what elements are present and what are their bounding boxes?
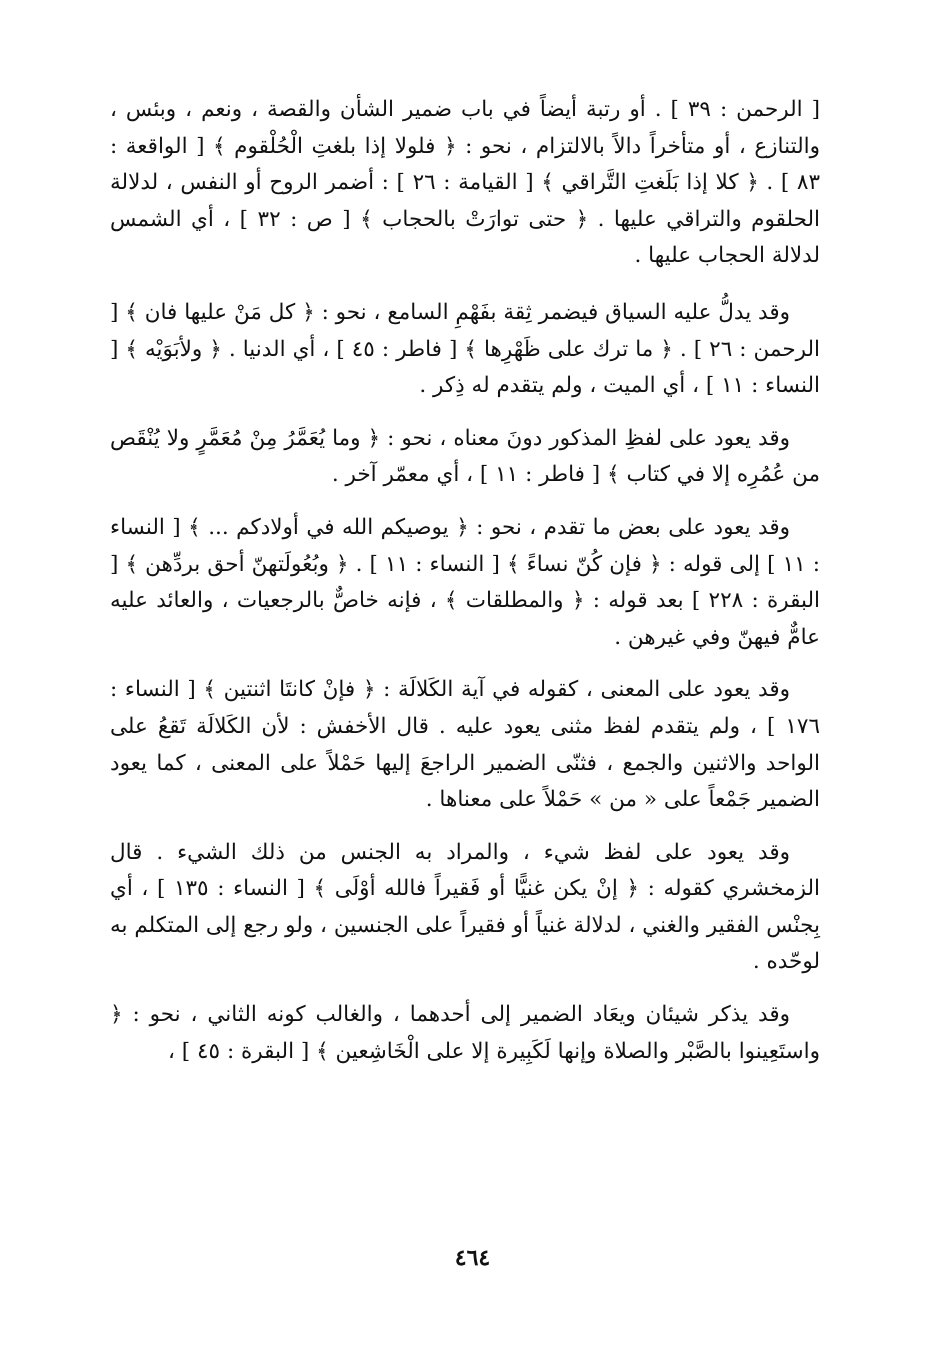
paragraph-4: وقد يعود على بعض ما تقدم ، نحو : ﴿ يوصيكم الله في أولادكم ... ﴾ [ النساء : ١١ ] إلى قوله : ﴿ فإن كُنّ نساءً ﴾ [ النساء : ١١ ] . ﴿ وبُعُولَتهنّ أحق بردِّهن ﴾ [ البقرة : ٢٢٨ ] بعد قوله : ﴿ والمطلقات ﴾ ، فإنه خاصٌّ بالرجعيات ، والعائد عليه عامٌّ فيهنّ وفي غيرهن . bbox=[110, 514, 821, 650]
page-body bbox=[110, 92, 820, 1086]
paragraph-2: وقد يدلُّ عليه السياق فيضمر ثِقة بفَهْمِ السامع ، نحو : ﴿ كل مَنْ عليها فان ﴾ [ الرحمن : ٢٦ ] . ﴿ ما ترك على ظَهْرِها ﴾ [ فاطر : ٤٥ ] ، أي الدنيا . ﴿ ولأبَوَيْه ﴾ [ النساء : ١١ ] ، أي الميت ، ولم يتقدم له ذِكر . bbox=[110, 299, 820, 399]
paragraph-1: [ الرحمن : ٣٩ ] . أو رتبة أيضاً في باب ضمير الشأن والقصة ، ونعم ، وبئس ، والتنازع ، أو متأخراً دالاً بالالتزام ، نحو : ﴿ فلولا إذا بلغتِ الْحُلْقوم ﴾ [ الواقعة : ٨٣ ] . ﴿ كلا إذا بَلَغتِ التَّراقي ﴾ [ القيامة : ٢٦ ] : أضمر الروح أو النفس ، لدلالة الحلقوم والتراقي عليها . ﴿ حتى توارَتْ بالحجاب ﴾ [ ص : ٣٢ ] ، أي الشمس لدلالة الحجاب عليها . bbox=[110, 97, 820, 269]
paragraph-6: وقد يعود على لفظ شيء ، والمراد به الجنس من ذلك الشيء . قال الزمخشري كقوله : ﴿ إنْ يكن غنيًّا أو فَقيراً فالله أوْلَى ﴾ [ النساء : ١٣٥ ] ، أي بِجنْس الفقير والغني ، لدلالة غنياً أو فقيراً على الجنسين ، ولو رجع إلى المتكلم به لوحّده . bbox=[110, 839, 820, 975]
paragraph-5: وقد يعود على المعنى ، كقوله في آية الكَلالَة : ﴿ فإنْ كانتَا اثنتين ﴾ [ النساء : ١٧٦ ] ، ولم يتقدم لفظ مثنى يعود عليه . قال الأخفش : لأن الكَلالَة تَقعُ على الواحد والاثنين والجمع ، فثنّى الضمير الراجعَ إليها حَمْلاً على المعنى ، كما يعود الضمير جَمْعاً على « من » حَمْلاً على معناها . bbox=[110, 677, 820, 813]
paragraph-3: وقد يعود على لفظِ المذكور دونَ معناه ، نحو : ﴿ وما يُعَمَّرُ مِنْ مُعَمَّرٍ ولا يُنْقَص من عُمُرِه إلا في كتاب ﴾ [ فاطر : ١١ ] ، أي معمّر آخر . bbox=[110, 425, 820, 488]
paragraph-7: وقد يذكر شيئان ويعَاد الضمير إلى أحدهما ، والغالب كونه الثاني ، نحو : ﴿ واستَعِينوا بالصَّبْر والصلاة وإنها لَكَبِيرة إلا على الْخَاشِعين ﴾ [ البقرة : ٤٥ ] ، bbox=[110, 1002, 820, 1064]
page-number: ٤٦٤ bbox=[454, 1245, 491, 1271]
